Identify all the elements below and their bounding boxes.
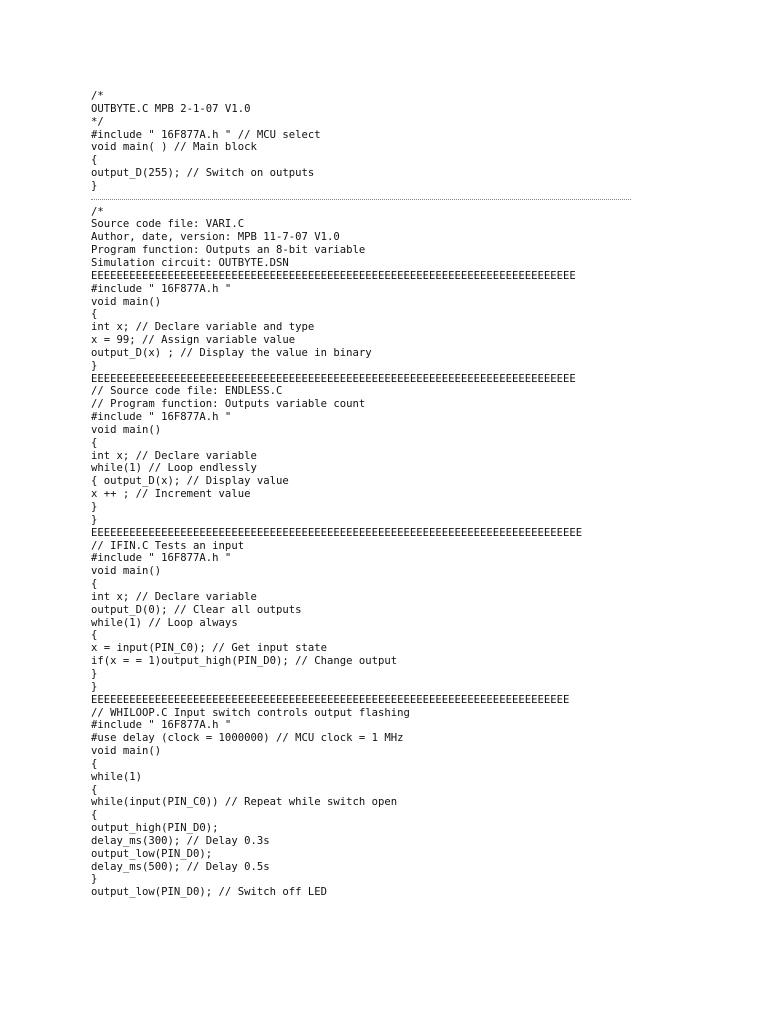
code-line: { <box>91 757 98 770</box>
code-listing <box>91 90 651 899</box>
code-line: */ <box>91 115 104 128</box>
code-line: while(input(PIN_C0)) // Repeat while switch open <box>91 796 398 809</box>
code-line: Author, date, version: MPB 11-7-07 V1.0 <box>91 231 340 244</box>
code-line: void main( ) // Main block <box>91 141 257 154</box>
code-line: int x; // Declare variable <box>91 590 257 603</box>
code-line: delay_ms(300); // Delay 0.3s <box>91 834 270 847</box>
code-line: { <box>91 629 98 642</box>
code-line: } <box>91 667 98 680</box>
code-line: while(1) <box>91 770 143 783</box>
code-line: output_D(x) ; // Display the value in binary <box>91 346 372 359</box>
code-line: } <box>91 513 98 526</box>
code-line: delay_ms(500); // Delay 0.5s <box>91 860 270 873</box>
code-line: EEEEEEEEEEEEEEEEEEEEEEEEEEEEEEEEEEEEEEEEEEEEEEEEEEEEEEEEEEEEEEEEEEEEEEEEEEE <box>91 693 570 706</box>
code-line: { <box>91 154 98 167</box>
code-line: EEEEEEEEEEEEEEEEEEEEEEEEEEEEEEEEEEEEEEEEEEEEEEEEEEEEEEEEEEEEEEEEEEEEEEEEEEEEE <box>91 526 583 539</box>
code-line: void main() <box>91 295 162 308</box>
code-line: while(1) // Loop always <box>91 616 238 629</box>
code-line: output_low(PIN_D0); // Switch off LED <box>91 886 327 899</box>
code-line: OUTBYTE.C MPB 2-1-07 V1.0 <box>91 102 251 115</box>
code-line: output_D(0); // Clear all outputs <box>91 603 302 616</box>
code-line: // IFIN.C Tests an input <box>91 539 245 552</box>
code-line: EEEEEEEEEEEEEEEEEEEEEEEEEEEEEEEEEEEEEEEEEEEEEEEEEEEEEEEEEEEEEEEEEEEEEEEEEEEE <box>91 372 576 385</box>
code-line: while(1) // Loop endlessly <box>91 462 257 475</box>
code-line: #include " 16F877A.h " <box>91 719 232 732</box>
code-line: void main() <box>91 423 162 436</box>
code-line: #include " 16F877A.h " <box>91 552 232 565</box>
code-line: { <box>91 809 98 822</box>
code-line: x ++ ; // Increment value <box>91 488 251 501</box>
code-line: #include " 16F877A.h " <box>91 282 232 295</box>
code-line: void main() <box>91 745 162 758</box>
code-line: { <box>91 436 98 449</box>
code-line: } <box>91 501 98 513</box>
code-line: // Program function: Outputs variable count <box>91 398 366 411</box>
code-line: { <box>91 578 98 591</box>
code-line: #include " 16F877A.h " <box>91 411 232 424</box>
code-line: /* <box>91 90 104 102</box>
code-line: { <box>91 308 98 321</box>
code-line: void main() <box>91 565 162 578</box>
code-line: Source code file: VARI.C <box>91 218 245 231</box>
code-line: output_high(PIN_D0); <box>91 822 219 835</box>
code-line: output_low(PIN_D0); <box>91 847 213 860</box>
code-line: x = input(PIN_C0); // Get input state <box>91 642 327 655</box>
code-line: #include " 16F877A.h " // MCU select <box>91 128 321 141</box>
code-line: { output_D(x); // Display value <box>91 475 289 488</box>
code-line: int x; // Declare variable <box>91 449 257 462</box>
code-line: // Source code file: ENDLESS.C <box>91 385 283 398</box>
code-line: if(x = = 1)output_high(PIN_D0); // Change output <box>91 655 398 668</box>
code-line: // WHILOOP.C Input switch controls output flashing <box>91 706 410 719</box>
code-line: int x; // Declare variable and type <box>91 321 315 334</box>
code-line: EEEEEEEEEEEEEEEEEEEEEEEEEEEEEEEEEEEEEEEEEEEEEEEEEEEEEEEEEEEEEEEEEEEEEEEEEEEE <box>91 269 576 282</box>
code-line: } <box>91 359 98 372</box>
code-line: Simulation circuit: OUTBYTE.DSN <box>91 256 289 269</box>
code-line: } <box>91 179 98 192</box>
code-line: } <box>91 680 98 693</box>
code-line: output_D(255); // Switch on outputs <box>91 167 315 180</box>
code-line: x = 99; // Assign variable value <box>91 334 296 347</box>
code-line: } <box>91 873 98 886</box>
code-line: Program function: Outputs an 8-bit variable <box>91 244 366 257</box>
code-line: /* <box>91 205 104 218</box>
dotted-separator <box>91 193 651 206</box>
code-line: { <box>91 783 98 796</box>
code-line: #use delay (clock = 1000000) // MCU clock = 1 MHz <box>91 732 404 745</box>
